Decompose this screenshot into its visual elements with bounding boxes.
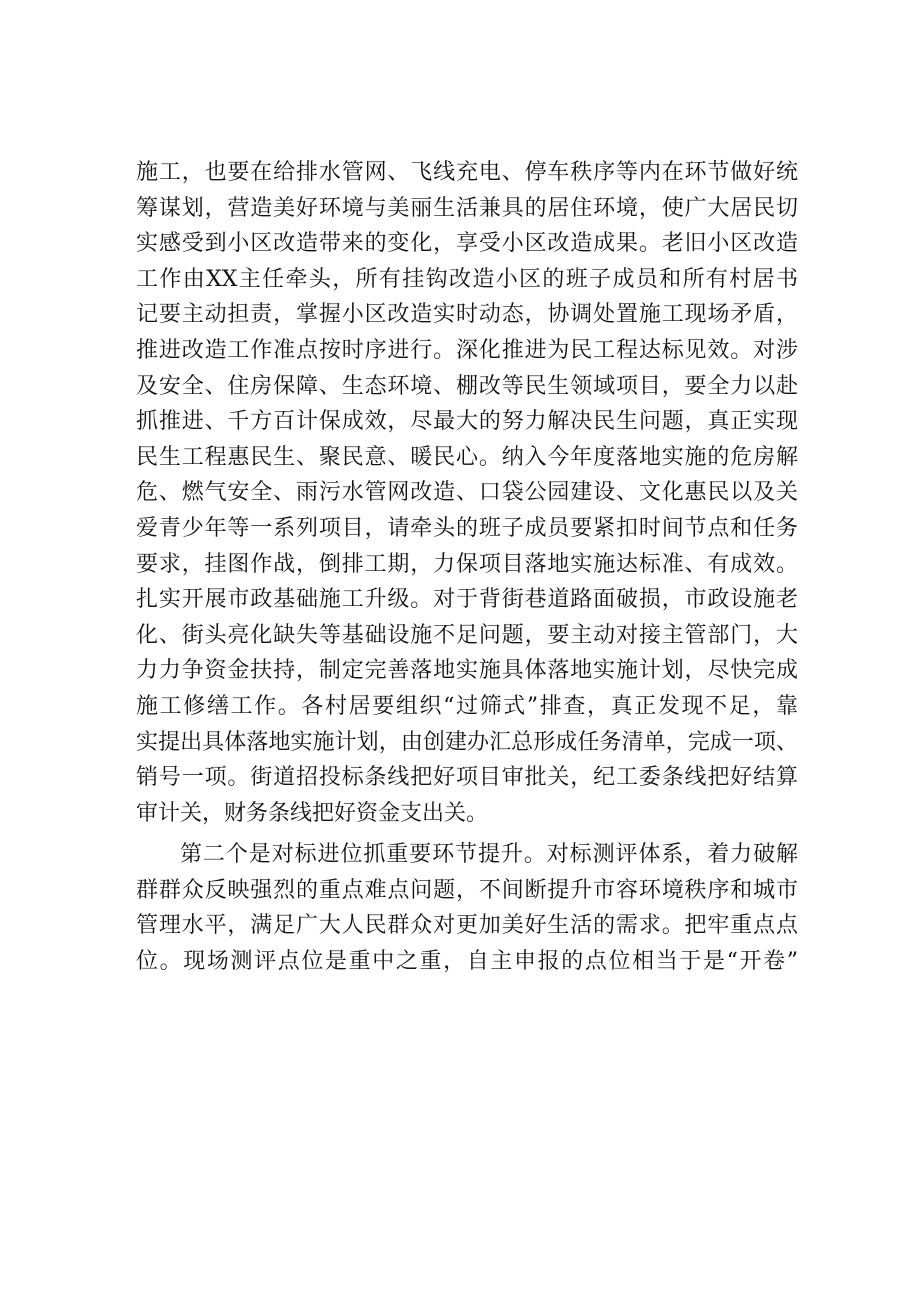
- document-body: [136, 155, 798, 980]
- text-line: 记要主动担责，掌握小区改造实时动态，协调处置施工现场矛盾，: [136, 302, 798, 328]
- text-line: 抓推进、千方百计保成效，尽最大的努力解决民生问题，真正实现: [136, 409, 798, 435]
- text-line: 群群众反映强烈的重点难点问题，不间断提升市容环境秩序和城市: [136, 877, 798, 903]
- paragraph-1: [136, 155, 798, 831]
- text-line: 危、燃气安全、雨污水管网改造、口袋公园建设、文化惠民以及关: [136, 480, 798, 506]
- text-line: 爱青少年等一系列项目，请牵头的班子成员要紧扣时间节点和任务: [136, 515, 798, 541]
- text-line: 施工修缮工作。各村居要组织“过筛式”排查，真正发现不足，靠: [136, 693, 798, 719]
- paragraph-2: [136, 837, 798, 979]
- text-line: 实感受到小区改造带来的变化，享受小区改造成果。老旧小区改造: [136, 231, 798, 257]
- text-line: 力力争资金扶持，制定完善落地实施具体落地实施计划，尽快完成: [136, 658, 798, 684]
- text-line: 化、街头亮化缺失等基础设施不足问题，要主动对接主管部门，大: [136, 622, 798, 648]
- text-line: 施工，也要在给排水管网、飞线充电、停车秩序等内在环节做好统: [136, 160, 798, 185]
- text-line: 工作由XX主任牵头，所有挂钩改造小区的班子成员和所有村居书: [136, 266, 798, 292]
- text-line: 销号一项。街道招投标条线把好项目审批关，纪工委条线把好结算: [136, 765, 798, 791]
- text-line: 扎实开展市政基础施工升级。对于背街巷道路面破损，市政设施老: [136, 587, 798, 613]
- text-line: 及安全、住房保障、生态环境、棚改等民生领域项目，要全力以赴: [136, 373, 798, 399]
- text-line: 筹谋划，营造美好环境与美丽生活兼具的居住环境，使广大居民切: [136, 195, 798, 221]
- text-line: 第二个是对标进位抓重要环节提升。对标测评体系，着力破解: [180, 842, 798, 868]
- text-line: 实提出具体落地实施计划，由创建办汇总形成任务清单，完成一项、: [136, 729, 798, 755]
- text-line: 审计关，财务条线把好资金支出关。: [136, 800, 489, 826]
- text-line: 要求，挂图作战，倒排工期，力保项目落地实施达标准、有成效。: [136, 551, 798, 577]
- text-line: 管理水平，满足广大人民群众对更加美好生活的需求。把牢重点点: [136, 913, 798, 939]
- text-line: 位。现场测评点位是重中之重，自主申报的点位相当于是“开卷”: [136, 949, 798, 975]
- text-line: 推进改造工作准点按时序进行。深化推进为民工程达标见效。对涉: [136, 337, 798, 363]
- text-line: 民生工程惠民生、聚民意、暖民心。纳入今年度落地实施的危房解: [136, 444, 798, 470]
